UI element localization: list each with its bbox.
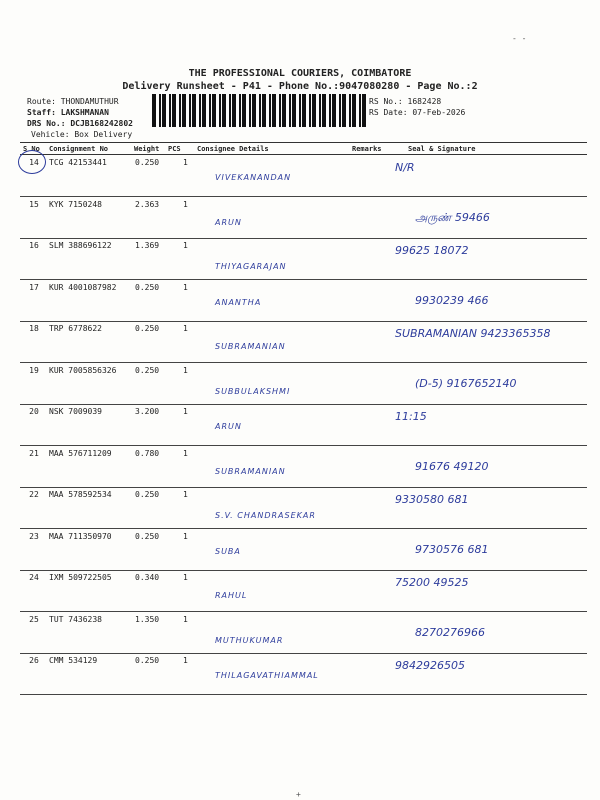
handwritten-signature: 99625 18072 (395, 244, 469, 257)
row-consignment-no: TRP 6778622 (49, 324, 102, 333)
table-row (20, 363, 587, 405)
table-row (20, 155, 587, 197)
row-consignment-no: CMM 534129 (49, 656, 98, 665)
handwritten-consignee: THILAGAVATHIAMMAL (215, 671, 319, 680)
handwritten-signature: 11:15 (395, 410, 427, 423)
barcode-bar (222, 94, 226, 127)
col-header-weight: Weight (134, 145, 160, 153)
row-consignment-no: SLM 388696122 (49, 241, 112, 250)
row-consignment-no: TCG 42153441 (49, 158, 107, 167)
barcode-bar (152, 94, 156, 127)
staff-label: Staff: LAKSHMANAN (27, 108, 109, 117)
row-pcs: 1 (183, 490, 188, 499)
handwritten-signature: 9730576 681 (415, 542, 489, 556)
barcode-bar (329, 94, 331, 127)
row-weight: 0.250 (135, 656, 160, 665)
barcode-bar (342, 94, 346, 127)
row-sno: 17 (29, 282, 39, 292)
drs-label: DRS No.: DCJB168242802 (27, 119, 133, 128)
handwritten-signature: அருண் 59466 (415, 210, 490, 224)
barcode-bar (242, 94, 246, 127)
handwritten-consignee: RAHUL (215, 591, 248, 600)
handwritten-signature: N/R (395, 161, 415, 174)
barcode-bar (332, 94, 336, 127)
barcode-bar (319, 94, 321, 127)
row-weight: 1.350 (135, 614, 160, 624)
handwritten-signature: 8270276966 (415, 625, 485, 639)
handwritten-consignee: THIYAGARAJAN (215, 262, 287, 271)
table-top-rule (20, 142, 587, 143)
table-row (20, 653, 587, 695)
row-pcs: 1 (183, 241, 188, 250)
barcode-bar (272, 94, 276, 127)
handwritten-consignee: ANANTHA (215, 297, 262, 307)
row-sno: 25 (29, 614, 39, 624)
row-pcs: 1 (183, 614, 188, 624)
table-row (20, 280, 587, 322)
handwritten-signature: 91676 49120 (415, 459, 489, 473)
runsheet-subtitle: Delivery Runsheet - P41 - Phone No.:9047080280 - Page No.:2 (122, 81, 478, 92)
row-sno: 16 (29, 241, 39, 250)
col-header-sno: S No (23, 145, 40, 153)
route-label: Route: THONDAMUTHUR (27, 97, 119, 106)
row-pcs: 1 (183, 158, 188, 167)
barcode-bar (289, 94, 291, 127)
row-sno: 24 (29, 573, 39, 582)
handwritten-consignee: SUBBULAKSHMI (215, 386, 291, 396)
barcode-bar (292, 94, 296, 127)
row-consignment-no: IXM 509722505 (49, 573, 112, 582)
row-pcs: 1 (183, 531, 188, 541)
row-pcs: 1 (183, 448, 188, 458)
row-consignment-no: NSK 7009039 (49, 407, 102, 416)
table-row (20, 446, 587, 488)
col-header-remarks: Remarks (352, 145, 382, 153)
row-sno: 26 (29, 656, 39, 665)
row-consignment-no: MAA 576711209 (49, 448, 112, 458)
barcode-bar (302, 94, 306, 127)
barcode-bar (169, 94, 171, 127)
row-weight: 0.250 (135, 324, 160, 333)
rs-date: RS Date: 07-Feb-2026 (369, 108, 466, 117)
table-row (20, 321, 587, 363)
row-weight: 1.369 (135, 241, 160, 250)
handwritten-consignee: SUBRAMANIAN (215, 466, 286, 476)
barcode-bar (249, 94, 251, 127)
row-sno: 21 (29, 448, 39, 458)
row-consignment-no: TUT 7436238 (49, 614, 102, 624)
barcode-bar (312, 94, 316, 127)
barcode-bar (179, 94, 181, 127)
row-sno: 15 (29, 199, 39, 209)
barcode-bar (322, 94, 326, 127)
barcode-bar (202, 94, 206, 127)
handwritten-signature: (D-5) 9167652140 (415, 376, 517, 390)
row-weight: 2.363 (135, 199, 160, 209)
handwritten-signature: 9842926505 (395, 659, 465, 672)
company-title: THE PROFESSIONAL COURIERS, COIMBATORE (188, 68, 412, 79)
handwritten-consignee: SUBA (215, 546, 241, 556)
handwritten-circle (18, 150, 46, 174)
barcode-bar (259, 94, 261, 127)
barcode-bar (172, 94, 176, 127)
barcode-bar (199, 94, 201, 127)
barcode-bar (189, 94, 191, 127)
barcode-bar (219, 94, 221, 127)
vehicle-label: Vehicle: Box Delivery (31, 130, 133, 139)
row-sno: 19 (29, 365, 39, 375)
barcode-bar (339, 94, 341, 127)
barcode (152, 94, 366, 127)
barcode-bar (309, 94, 311, 127)
handwritten-consignee: MUTHUKUMAR (215, 635, 284, 645)
row-consignment-no: MAA 711350970 (49, 531, 112, 541)
barcode-bar (269, 94, 271, 127)
table-row (20, 529, 587, 571)
row-sno: 22 (29, 490, 39, 499)
col-header-pcs: PCS (168, 145, 181, 153)
table-row (20, 612, 587, 654)
scan-mark: - - (512, 34, 527, 43)
handwritten-consignee: VIVEKANANDAN (215, 173, 292, 182)
row-sno: 23 (29, 531, 39, 541)
handwritten-consignee: ARUN (215, 217, 242, 227)
barcode-bar (212, 94, 216, 127)
handwritten-signature: 9930239 466 (415, 293, 489, 307)
table-row (20, 197, 587, 239)
row-pcs: 1 (183, 656, 188, 665)
table-row (20, 404, 587, 446)
row-sno: 18 (29, 324, 39, 333)
row-pcs: 1 (183, 573, 188, 582)
barcode-bar (282, 94, 286, 127)
row-sno: 20 (29, 407, 39, 416)
barcode-bar (352, 94, 356, 127)
row-pcs: 1 (183, 199, 188, 209)
handwritten-consignee: S.V. CHANDRASEKAR (215, 511, 316, 520)
barcode-bar (252, 94, 256, 127)
rs-number: RS No.: 1682428 (369, 97, 442, 106)
row-pcs: 1 (183, 365, 188, 375)
handwritten-consignee: SUBRAMANIAN (215, 342, 286, 351)
barcode-bar (349, 94, 351, 127)
table-row (20, 238, 587, 280)
barcode-bar (182, 94, 186, 127)
barcode-bar (299, 94, 301, 127)
table-row (20, 487, 587, 529)
barcode-bar (239, 94, 241, 127)
scan-mark: + (296, 790, 301, 799)
row-weight: 0.250 (135, 490, 160, 499)
barcode-bar (279, 94, 281, 127)
handwritten-consignee: ARUN (215, 422, 242, 431)
barcode-bar (209, 94, 211, 127)
barcode-bar (362, 94, 366, 127)
barcode-bar (232, 94, 236, 127)
row-weight: 0.250 (135, 158, 160, 167)
row-sno: 14 (29, 158, 39, 167)
row-consignment-no: KYK 7150248 (49, 199, 102, 209)
col-header-consignee: Consignee Details (197, 145, 269, 153)
handwritten-signature: SUBRAMANIAN 9423365358 (395, 327, 551, 340)
barcode-bar (262, 94, 266, 127)
row-weight: 3.200 (135, 407, 160, 416)
barcode-bar (192, 94, 196, 127)
row-pcs: 1 (183, 407, 188, 416)
barcode-bar (162, 94, 166, 127)
barcode-bar (229, 94, 231, 127)
handwritten-signature: 9330580 681 (395, 493, 469, 506)
row-consignment-no: KUR 4001087982 (49, 282, 117, 292)
row-consignment-no: KUR 7005856326 (49, 365, 117, 375)
col-header-consignment: Consignment No (49, 145, 109, 153)
row-pcs: 1 (183, 324, 188, 333)
row-pcs: 1 (183, 282, 188, 292)
barcode-bar (159, 94, 161, 127)
row-weight: 0.250 (135, 282, 160, 292)
row-weight: 0.780 (135, 448, 160, 458)
table-row (20, 570, 587, 612)
row-weight: 0.250 (135, 365, 160, 375)
row-consignment-no: MAA 578592534 (49, 490, 112, 499)
barcode-bar (359, 94, 361, 127)
col-header-seal: Seal & Signature (408, 145, 476, 153)
handwritten-signature: 75200 49525 (395, 576, 469, 589)
row-weight: 0.340 (135, 573, 160, 582)
row-weight: 0.250 (135, 531, 160, 541)
